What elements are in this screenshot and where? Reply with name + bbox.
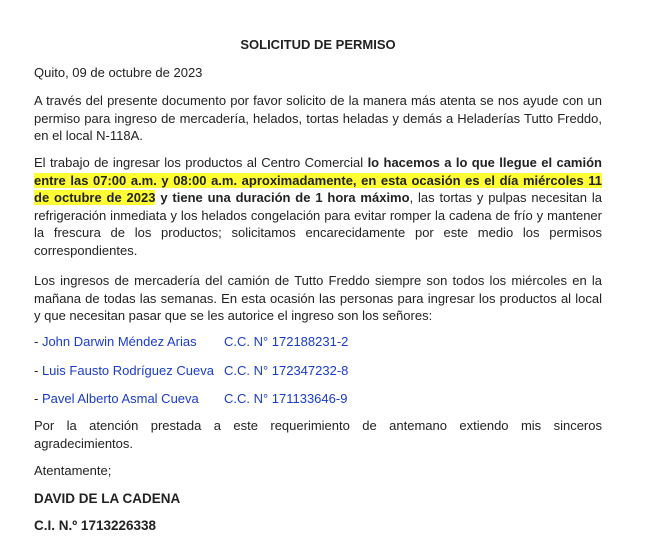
paragraph-schedule: [34, 154, 602, 259]
paragraph-request: A través del presente documento por favor solicito de la manera más atenta se nos ayude con un permiso para ingreso de mercadería, helados, tortas heladas y demás a Heladerías Tutto Freddo, en el local N-118A.: [34, 93, 602, 143]
schedule-duration-text: y tiene una duración de 1 hora máximo: [155, 190, 410, 205]
schedule-detail-text: , las tortas y pulpas necesitan la refrigeración inmediata y los helados congelación para evitar romper la cadena de frío y mantener la frescura de los productos; solicitamos encarecidamente por este medio los permisos correspondientes.: [34, 190, 602, 258]
person-id: C.C. N° 172347232-8: [223, 363, 349, 378]
signer-name: DAVID DE LA CADENA: [34, 491, 181, 506]
closing-salutation: Atentamente;: [34, 463, 112, 478]
schedule-highlight-text: entre las 07:00 a.m. y 08:00 a.m. aproximadamente, en esta ocasión es el día miércoles 11 de octubre de 2023: [34, 172, 602, 205]
person-row: [34, 390, 347, 407]
document-title: SOLICITUD DE PERMISO: [240, 37, 396, 52]
person-dash: -: [34, 363, 42, 378]
person-dash: -: [34, 391, 42, 406]
person-id: C.C. N° 172188231-2: [223, 334, 349, 349]
place-date: Quito, 09 de octubre de 2023: [34, 65, 203, 80]
person-row: [34, 333, 348, 350]
person-row: [34, 362, 348, 379]
person-dash: -: [34, 334, 42, 349]
paragraph-thanks: Por la atención prestada a este requerimiento de antemano extiendo mis sinceros agradecimientos.: [34, 418, 602, 451]
person-name: John Darwin Méndez Arias: [41, 334, 197, 349]
signer-id: C.I. N.º 1713226338: [34, 518, 157, 533]
person-name: Luis Fausto Rodríguez Cueva: [41, 363, 214, 378]
person-name: Pavel Alberto Asmal Cueva: [41, 391, 199, 406]
schedule-intro-text: El trabajo de ingresar los productos al Centro Comercial: [34, 155, 368, 170]
schedule-truck-text: lo hacemos a lo que llegue el camión: [367, 155, 602, 170]
paragraph-persons: Los ingresos de mercadería del camión de Tutto Freddo siempre son todos los miércoles en la mañana de todas las semanas. En esta ocasión las personas para ingresar los productos al local y que necesitan pasar que se les autorice el ingreso son los señores:: [34, 273, 602, 323]
person-id: C.C. N° 171133646-9: [223, 391, 348, 406]
